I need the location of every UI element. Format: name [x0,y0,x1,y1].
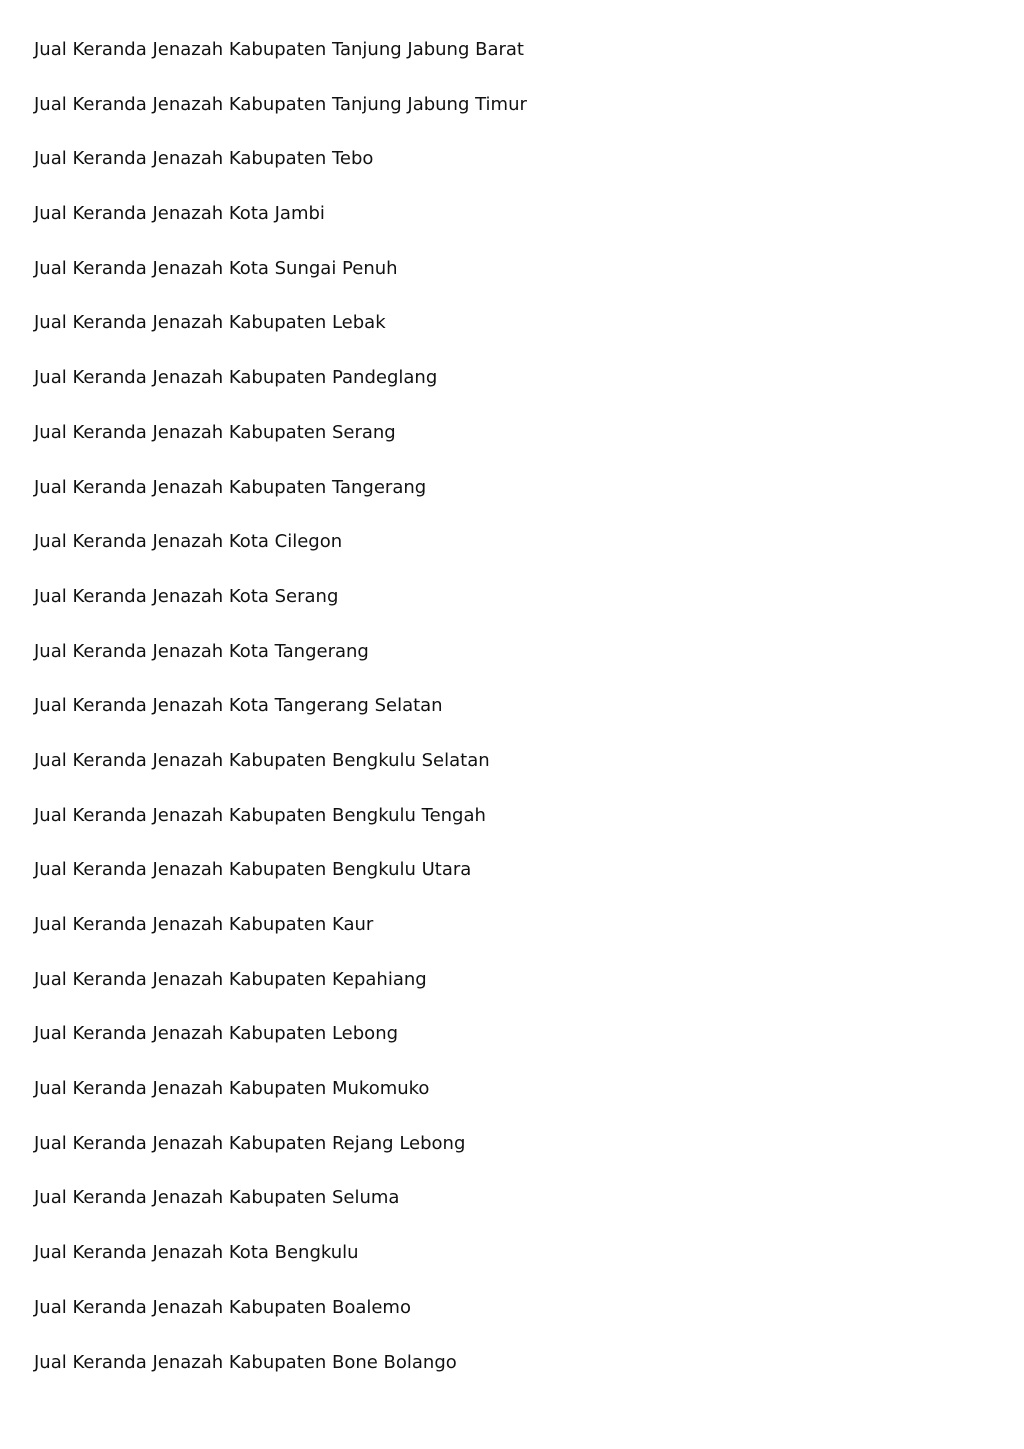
list-item: Jual Keranda Jenazah Kabupaten Pandeglang [34,367,438,389]
list-item: Jual Keranda Jenazah Kabupaten Rejang Lebong [34,1132,466,1154]
list-item: Jual Keranda Jenazah Kota Tangerang [34,640,369,662]
list-item: Jual Keranda Jenazah Kabupaten Seluma [34,1187,400,1209]
list-item: Jual Keranda Jenazah Kabupaten Bengkulu Selatan [34,749,490,771]
list-item: Jual Keranda Jenazah Kabupaten Bengkulu Tengah [34,804,486,826]
list-item: Jual Keranda Jenazah Kabupaten Tangerang [34,476,427,498]
list-item: Jual Keranda Jenazah Kabupaten Kepahiang [34,968,427,990]
list-item: Jual Keranda Jenazah Kabupaten Tebo [34,148,374,170]
list-item: Jual Keranda Jenazah Kabupaten Kaur [34,914,374,935]
list-item: Jual Keranda Jenazah Kota Cilegon [34,531,343,553]
list-item: Jual Keranda Jenazah Kabupaten Mukomuko [34,1078,430,1100]
list-item: Jual Keranda Jenazah Kabupaten Lebong [34,1023,399,1045]
list-item: Jual Keranda Jenazah Kabupaten Tanjung Jabung Barat [34,39,524,60]
item-list [34,36,527,1403]
list-item: Jual Keranda Jenazah Kabupaten Bone Bolango [34,1351,457,1373]
list-item: Jual Keranda Jenazah Kota Tangerang Selatan [34,695,443,717]
list-item: Jual Keranda Jenazah Kabupaten Lebak [34,312,386,334]
list-item: Jual Keranda Jenazah Kabupaten Boalemo [34,1296,411,1318]
list-item: Jual Keranda Jenazah Kota Serang [34,585,339,607]
list-item: Jual Keranda Jenazah Kabupaten Serang [34,421,396,443]
list-item: Jual Keranda Jenazah Kota Bengkulu [34,1242,359,1264]
list-item: Jual Keranda Jenazah Kabupaten Tanjung Jabung Timur [34,93,527,115]
list-item: Jual Keranda Jenazah Kota Sungai Penuh [34,257,398,279]
list-item: Jual Keranda Jenazah Kota Jambi [34,203,325,225]
list-item: Jual Keranda Jenazah Kabupaten Bengkulu Utara [34,859,472,881]
